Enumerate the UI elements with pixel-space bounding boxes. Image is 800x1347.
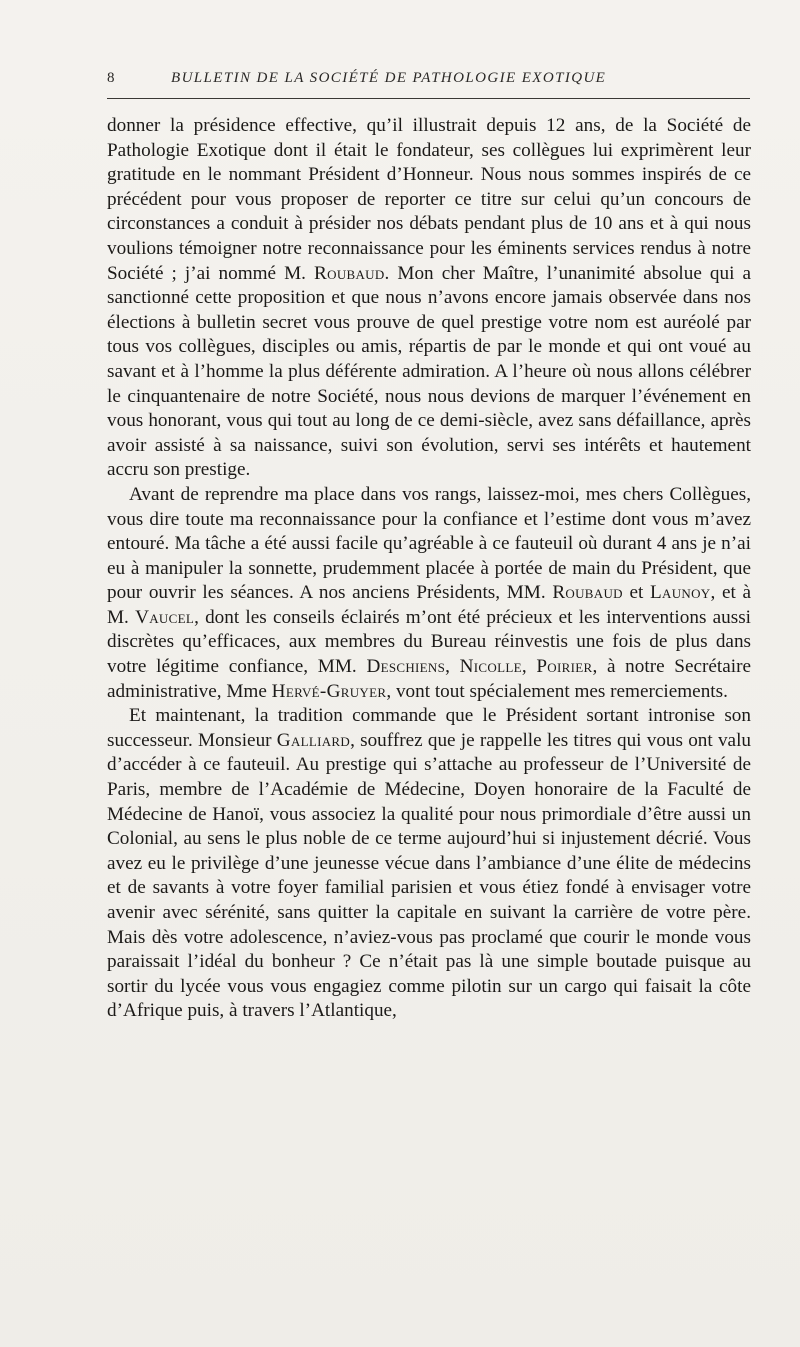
paragraph [107,114,751,483]
person-name: Nicolle [459,656,522,678]
header-rule [107,98,750,99]
text-run: , et à M. [107,582,751,628]
paragraph [107,483,751,704]
text-run: donner la présidence effective, qu’il illustrait depuis 12 ans, de la Société de Pathologie Exotique dont il était le fondateur, ses collègues lui exprimèrent leur gratitude en le nommant Président d’Honneur. Nous nous sommes inspirés de ce précédent pour vous proposer de reporter ce titre sur celui qu’un concours de circonstances a conduit à présider nos débats pendant plus de 10 ans et à qui nous voulions témoigner notre reconnaissance pour les éminents services rendus à notre Société ; j’ai nommé M. [107,115,751,284]
running-header [107,70,750,98]
person-name: Vaucel [135,606,195,628]
person-name: Hervé-Gruyer [271,680,387,702]
text-run: . Mon cher Maître, l’unanimité absolue qui a sanctionné cette proposition et que nous n’avons encore jamais observée dans nos élections à bulletin secret vous prouve de quel prestige votre nom est auréolé par tous vos collègues, disciples ou amis, répartis de par le monde et qui ont voué au savant et à l’homme la plus déférente admiration. A l’heure où nous allons célébrer le cinquantenaire de notre Société, nous nous devions de marquer l’événement en vous honorant, vous qui tout au long de ce demi-siècle, avez sans défaillance, après avoir assisté à sa naissance, suivi son évolution, servi ses intérêts et hautement accru son prestige. [107,262,751,481]
text-run: , dont les conseils éclairés m’ont été précieux et les interventions aussi discrètes qu’efficaces, aux membres du Bureau réinvestis une fois de plus dans votre légitime confiance, MM. [107,606,752,678]
body-text [107,114,751,1024]
text-run: Avant de reprendre ma place dans vos rangs, laissez-moi, mes chers Collègues, vous dire toute ma reconnaissance pour la confiance et l’estime dont vous m’avez entouré. Ma tâche a été aussi facile qu’agréable à ce fauteuil où durant 4 ans je n’ai eu à manipuler la sonnette, prudemment placée à portée de main du Président, que pour ouvrir les séances. A nos anciens Présidents, MM. [107,483,751,604]
person-name: Deschiens [366,656,446,678]
text-run: et [622,582,651,604]
person-name: Roubaud [552,582,623,604]
person-name: Launoy [650,582,711,604]
journal-title: BULLETIN DE LA SOCIÉTÉ DE PATHOLOGIE EXOTIQUE [171,70,607,86]
text-run: , [445,656,460,678]
person-name: Galliard [276,729,351,751]
paragraph [107,704,751,1024]
text-run: , vont tout spécialement mes remerciements. [386,680,728,702]
text-run: , [521,656,537,678]
page-number: 8 [107,70,116,86]
person-name: Poirier [536,656,593,678]
text-run: , à notre Secrétaire administrative, Mme [107,656,752,702]
text-run: Et maintenant, la tradition commande que le Président sortant intronise son successeur. Monsieur [107,705,751,751]
person-name: Roubaud [314,262,385,284]
text-run: , souffrez que je rappelle les titres qui vous ont valu d’accéder à ce fauteuil. Au prestige qui s’attache au professeur de l’Université de Paris, membre de l’Académie de Médecine, Doyen honoraire de la Faculté de Médecine de Hanoï, vous associez la qualité pour nous primordiale d’être aussi un Colonial, au sens le plus noble de ce terme aujourd’hui si injustement décrié. Vous avez eu le privilège d’une jeunesse vécue dans l’ambiance d’une élite de médecins et de savants à votre foyer familial parisien et vous étiez fondé à envisager votre avenir avec sérénité, sans quitter la capitale en suivant la carrière de votre père. Mais dès votre adolescence, n’aviez-vous pas proclamé que courir le monde vous paraissait l’idéal du bonheur ? Ce n’était pas là une simple boutade puisque au sortir du lycée vous vous engagiez comme pilotin sur un cargo qui faisait la côte d’Afrique puis, à travers l’Atlantique, [107,729,751,1022]
